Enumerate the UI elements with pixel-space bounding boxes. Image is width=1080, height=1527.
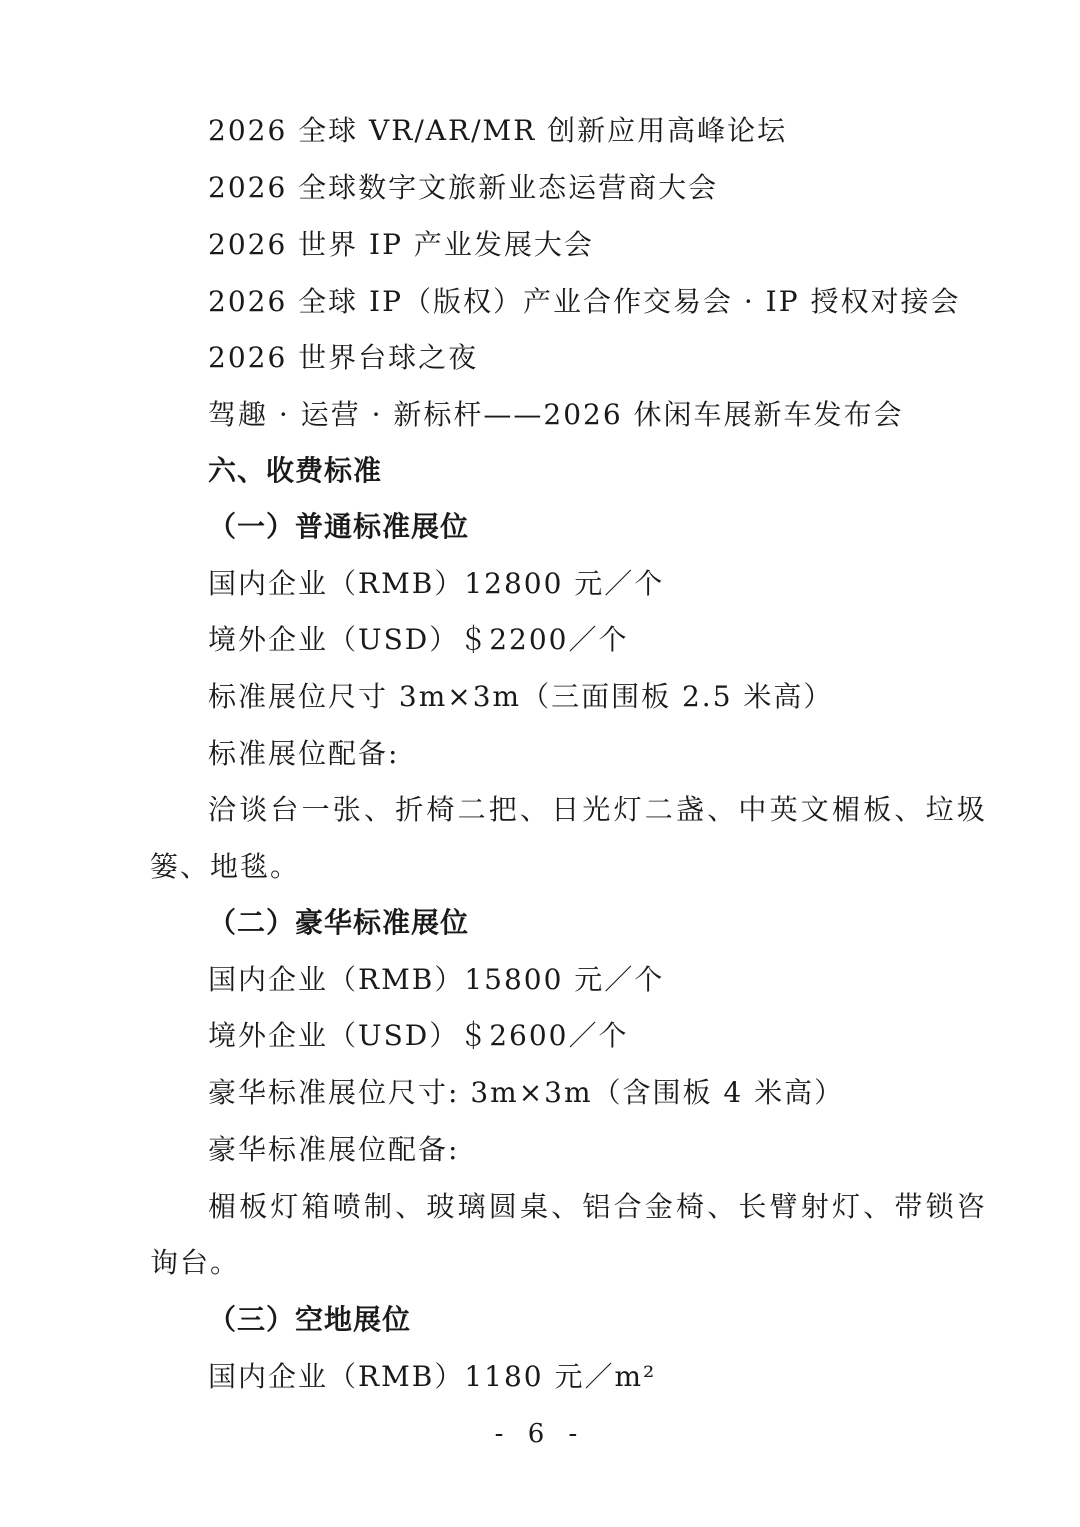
space-booth-domestic-price: 国内企业（RMB）1180 元／m² — [208, 1360, 657, 1393]
standard-booth-domestic-price: 国内企业（RMB）12800 元／个 — [208, 567, 665, 600]
event-item-ip-conference: 2026 世界 IP 产业发展大会 — [208, 228, 594, 261]
event-item-tourism-conference: 2026 全球数字文旅新业态运营商大会 — [208, 171, 719, 204]
deluxe-booth-heading: （二）豪华标准展位 — [208, 906, 470, 939]
page-number: - 6 - — [494, 1419, 586, 1449]
standard-booth-equipment-line2: 篓、地毯。 — [150, 850, 301, 883]
standard-booth-equipment-label: 标准展位配备: — [208, 737, 400, 770]
standard-booth-overseas-price: 境外企业（USD）＄2200／个 — [208, 623, 629, 656]
deluxe-booth-domestic-price: 国内企业（RMB）15800 元／个 — [208, 963, 665, 996]
event-item-billiards-night: 2026 世界台球之夜 — [208, 341, 479, 374]
standard-booth-heading: （一）普通标准展位 — [208, 510, 470, 543]
deluxe-booth-equipment-label: 豪华标准展位配备: — [208, 1133, 460, 1166]
deluxe-booth-equipment-line1: 楣板灯箱喷制、玻璃圆桌、铝合金椅、长臂射灯、带锁咨 — [208, 1190, 989, 1223]
deluxe-booth-size: 豪华标准展位尺寸: 3m×3m（含围板 4 米高） — [208, 1076, 845, 1109]
event-item-ip-trade-fair: 2026 全球 IP（版权）产业合作交易会 · IP 授权对接会 — [208, 285, 961, 318]
deluxe-booth-overseas-price: 境外企业（USD）＄2600／个 — [208, 1019, 629, 1052]
deluxe-booth-equipment-line2: 询台。 — [150, 1246, 241, 1279]
event-item-car-launch: 驾趣 · 运营 · 新标杆——2026 休闲车展新车发布会 — [208, 398, 904, 431]
standard-booth-size: 标准展位尺寸 3m×3m（三面围板 2.5 米高） — [208, 680, 834, 713]
section-title-fees: 六、收费标准 — [208, 454, 383, 487]
standard-booth-equipment-line1: 洽谈台一张、折椅二把、日光灯二盏、中英文楣板、垃圾 — [208, 793, 989, 826]
space-booth-heading: （三）空地展位 — [208, 1303, 412, 1336]
event-item-vr-forum: 2026 全球 VR/AR/MR 创新应用高峰论坛 — [208, 114, 788, 147]
